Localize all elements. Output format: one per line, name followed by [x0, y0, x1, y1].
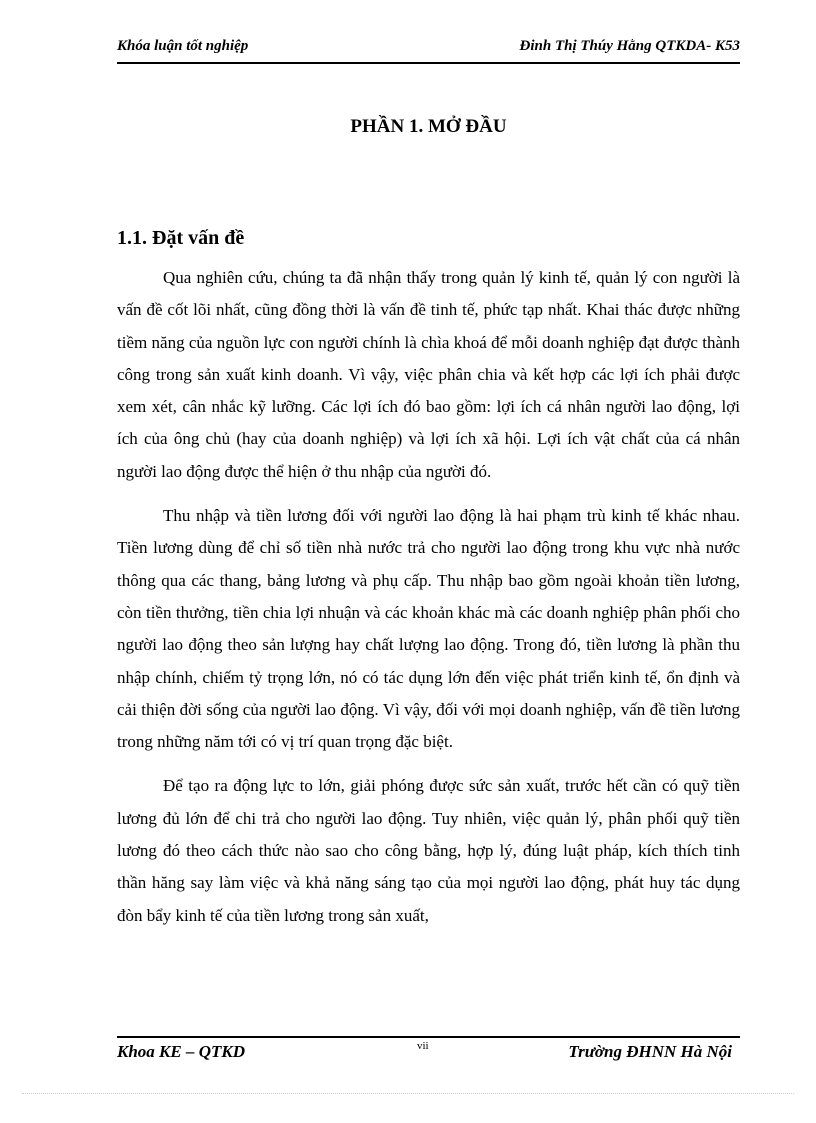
section-heading: 1.1. Đặt vấn đề: [117, 227, 245, 249]
paragraph: Để tạo ra động lực to lớn, giải phóng được sức sản xuất, trước hết cần có quỹ tiền lương đủ lớn để chi trả cho người lao động. Tuy nhiên, việc quản lý, phân phối quỹ tiền lương đó theo cách thức nào sao cho công bằng, hợp lý, đúng luật pháp, kích thích tinh thần hăng say làm việc và khả năng sáng tạo của mọi người lao động, phát huy tác dụng đòn bẩy kinh tế của tiền lương trong sản xuất,: [117, 776, 740, 925]
body-text: [117, 262, 740, 944]
paragraph: Thu nhập và tiền lương đối với người lao động là hai phạm trù kinh tế khác nhau. Tiền lương dùng để chỉ số tiền nhà nước trả cho người lao động trong khu vực nhà nước thông qua các thang, bảng lương và phụ cấp. Thu nhập bao gồm ngoài khoản tiền lương, còn tiền thưởng, tiền chia lợi nhuận và các khoản khác mà các doanh nghiệp phân phối cho người lao động theo sản lượng hay chất lượng lao động. Trong đó, tiền lương là phần thu nhập chính, chiếm tỷ trọng lớn, nó có tác dụng lớn đến việc phát triển kinh tế, ổn định và cải thiện đời sống của người lao động. Vì vậy, đối với mọi doanh nghiệp, vấn đề tiền lương trong những năm tới có vị trí quan trọng đặc biệt.: [117, 506, 740, 752]
footer-university: Trường ĐHNN Hà Nội: [568, 1042, 732, 1061]
paragraph: Qua nghiên cứu, chúng ta đã nhận thấy trong quản lý kinh tế, quản lý con người là vấn đề cốt lõi nhất, cũng đồng thời là vấn đề tinh tế, phức tạp nhất. Khai thác được những tiềm năng của nguồn lực con người chính là chìa khoá để mỗi doanh nghiệp đạt được thành công trong sản xuất kinh doanh. Vì vậy, việc phân chia và kết hợp các lợi ích phải được xem xét, cân nhắc kỹ lưỡng. Các lợi ích đó bao gồm: lợi ích cá nhân người lao động, lợi ích của ông chủ (hay của doanh nghiệp) và lợi ích xã hội. Lợi ích vật chất của cá nhân người lao động được thể hiện ở thu nhập của người đó.: [117, 268, 740, 481]
footer-faculty: Khoa KE – QTKD: [117, 1042, 245, 1061]
page-boundary-line: [22, 1093, 794, 1094]
header-author: Đinh Thị Thúy Hằng QTKDA- K53: [519, 38, 740, 54]
chapter-title: PHẦN 1. MỞ ĐẦU: [350, 116, 507, 137]
page-number: vii: [417, 1040, 429, 1052]
page-footer: [117, 1036, 740, 1066]
page-header: [117, 38, 740, 64]
header-document-type: Khóa luận tốt nghiệp: [117, 38, 249, 54]
